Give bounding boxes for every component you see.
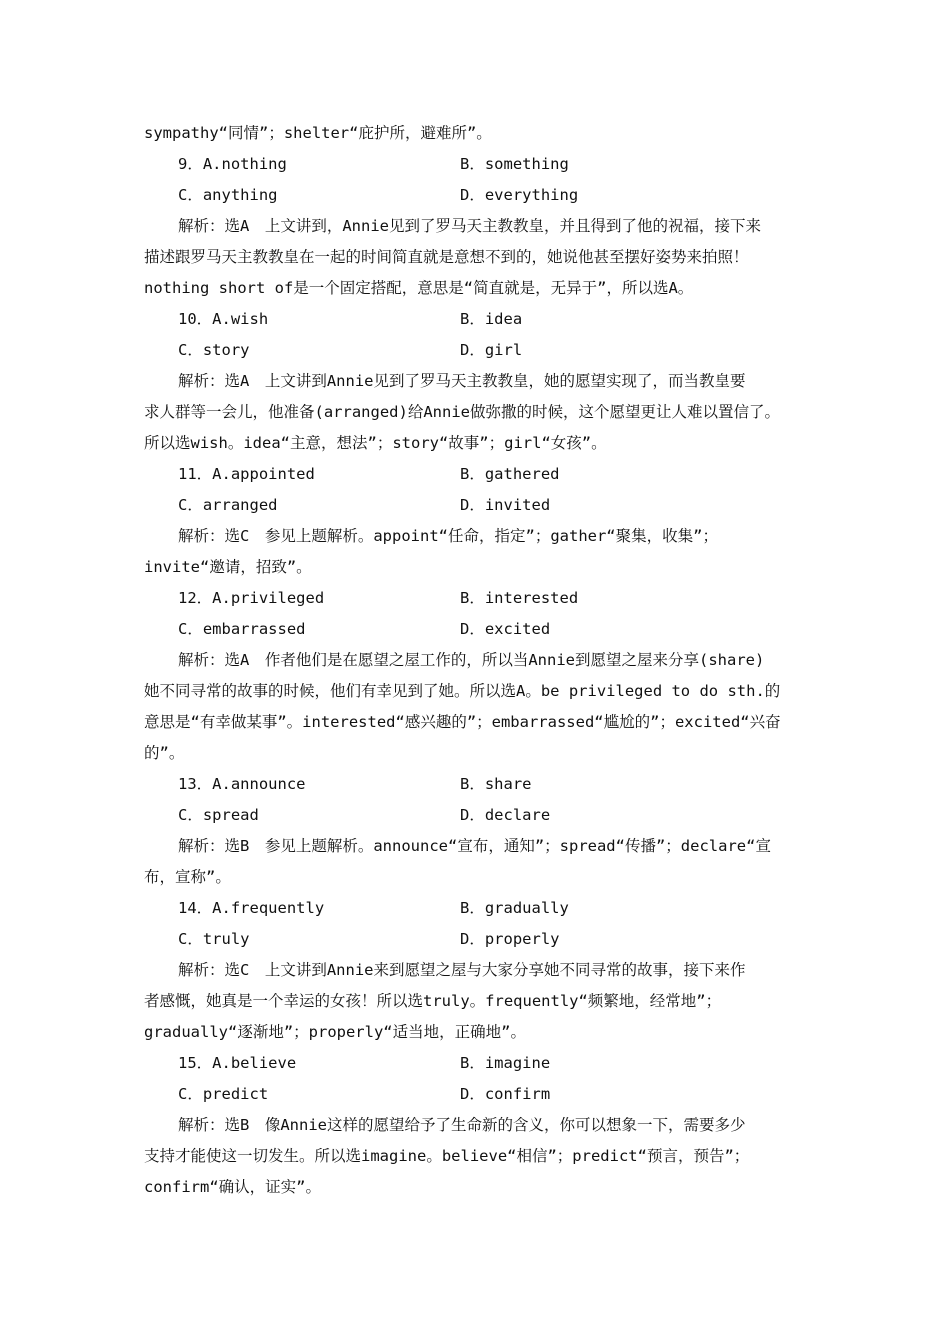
options-row-ab [144, 583, 812, 614]
option-c: C．anything [178, 186, 278, 204]
explanation-line: 支持才能使这一切发生。所以选imagine。believe“相信”；predict“预言，预告”； [144, 1147, 750, 1165]
intro-line: sympathy“同情”；shelter“庇护所，避难所”。 [144, 124, 492, 142]
options-row-ab [144, 459, 812, 490]
option-a: 12．A.privileged [178, 589, 325, 607]
option-b: B．idea [460, 310, 523, 328]
option-d: D．declare [460, 806, 551, 824]
question-block [144, 893, 812, 1048]
explanation-paragraph [144, 1110, 812, 1203]
option-c: C．spread [178, 806, 259, 824]
option-c: C．embarrassed [178, 620, 306, 638]
explanation-line: confirm“确认，证实”。 [144, 1178, 321, 1196]
question-block [144, 1048, 812, 1203]
option-d: D．invited [460, 496, 551, 514]
explanation-line: 解析：选A 作者他们是在愿望之屋工作的，所以当Annie到愿望之屋来分享(share) [178, 651, 765, 669]
explanation-line: invite“邀请，招致”。 [144, 558, 312, 576]
explanation-line: gradually“逐渐地”；properly“适当地，正确地”。 [144, 1023, 526, 1041]
option-b: B．something [460, 155, 569, 173]
explanation-paragraph [144, 831, 812, 893]
explanation-line: 解析：选B 像Annie这样的愿望给予了生命新的含义，你可以想象一下，需要多少 [178, 1116, 746, 1134]
explanation-line: 求人群等一会儿，他准备(arranged)给Annie做弥撒的时候，这个愿望更让人难以置信了。 [144, 403, 780, 421]
option-d: D．confirm [460, 1085, 551, 1103]
explanation-line: 解析：选A 上文讲到Annie见到了罗马天主教教皇，她的愿望实现了，而当教皇要 [178, 372, 746, 390]
options-row-ab [144, 149, 812, 180]
options-row-cd [144, 490, 812, 521]
option-a: 13．A.announce [178, 775, 306, 793]
option-c: C．story [178, 341, 250, 359]
document-content [144, 118, 812, 1203]
explanation-paragraph [144, 521, 812, 583]
explanation-line: 意思是“有幸做某事”。interested“感兴趣的”；embarrassed“尴尬的”；excited“兴奋 [144, 713, 781, 731]
option-d: D．excited [460, 620, 551, 638]
option-d: D．girl [460, 341, 523, 359]
question-block [144, 304, 812, 459]
explanation-line: 解析：选C 参见上题解析。appoint“任命，指定”；gather“聚集，收集”； [178, 527, 718, 545]
options-row-ab [144, 304, 812, 335]
options-row-cd [144, 924, 812, 955]
option-a: 14．A.frequently [178, 899, 325, 917]
options-row-cd [144, 614, 812, 645]
explanation-line: 解析：选A 上文讲到，Annie见到了罗马天主教教皇，并且得到了他的祝福，接下来 [178, 217, 761, 235]
explanation-line: 解析：选B 参见上题解析。announce“宣布，通知”；spread“传播”；declare“宣 [178, 837, 771, 855]
question-block [144, 149, 812, 304]
option-a: 11．A.appointed [178, 465, 315, 483]
options-row-ab [144, 1048, 812, 1079]
option-b: B．imagine [460, 1054, 551, 1072]
option-c: C．truly [178, 930, 250, 948]
explanation-paragraph [144, 366, 812, 459]
explanation-line: 解析：选C 上文讲到Annie来到愿望之屋与大家分享她不同寻常的故事，接下来作 [178, 961, 746, 979]
explanation-line: 她不同寻常的故事的时候，他们有幸见到了她。所以选A。be privileged to do sth.的 [144, 682, 781, 700]
option-b: B．interested [460, 589, 579, 607]
option-d: D．everything [460, 186, 579, 204]
question-block [144, 583, 812, 769]
option-d: D．properly [460, 930, 560, 948]
options-row-cd [144, 800, 812, 831]
options-row-cd [144, 1079, 812, 1110]
explanation-line: 者感慨，她真是一个幸运的女孩！所以选truly。frequently“频繁地，经常地”； [144, 992, 722, 1010]
explanation-line: nothing short of是一个固定搭配，意思是“简直就是，无异于”，所以选A。 [144, 279, 694, 297]
options-row-ab [144, 769, 812, 800]
question-block [144, 459, 812, 583]
option-a: 15．A.believe [178, 1054, 297, 1072]
option-a: 9．A.nothing [178, 155, 287, 173]
option-c: C．predict [178, 1085, 269, 1103]
explanation-paragraph [144, 645, 812, 769]
question-block [144, 769, 812, 893]
options-row-cd [144, 180, 812, 211]
explanation-line: 所以选wish。idea“主意，想法”；story“故事”；girl“女孩”。 [144, 434, 607, 452]
option-b: B．share [460, 775, 532, 793]
option-a: 10．A.wish [178, 310, 269, 328]
explanation-paragraph [144, 955, 812, 1048]
option-b: B．gradually [460, 899, 569, 917]
options-row-cd [144, 335, 812, 366]
explanation-line: 的”。 [144, 744, 185, 762]
explanation-line: 描述跟罗马天主教教皇在一起的时间简直就是意想不到的，她说他甚至摆好姿势来拍照！ [144, 248, 749, 266]
option-c: C．arranged [178, 496, 278, 514]
explanation-paragraph [144, 211, 812, 304]
option-b: B．gathered [460, 465, 560, 483]
explanation-line: 布，宣称”。 [144, 868, 231, 886]
options-row-ab [144, 893, 812, 924]
